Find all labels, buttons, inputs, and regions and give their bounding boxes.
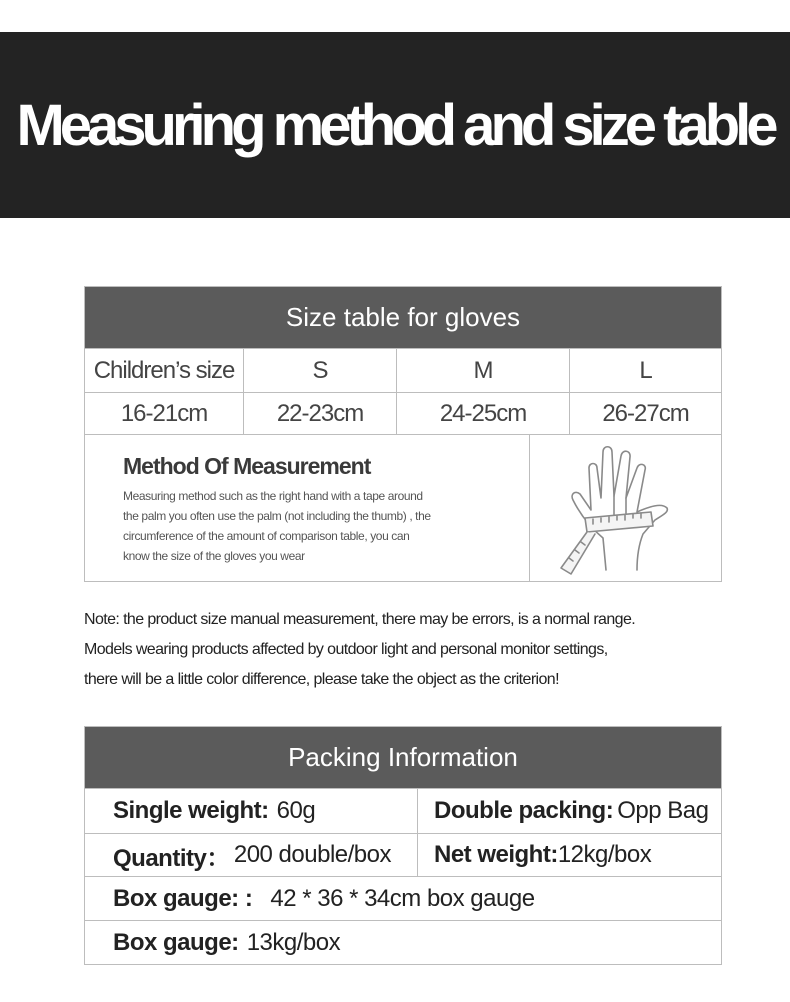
box-gauge-size-label: Box gauge: : xyxy=(113,884,253,912)
size-cell-s: S xyxy=(243,349,396,392)
note-line: Note: the product size manual measurement, there may be errors, is a normal range. xyxy=(84,611,636,628)
size-cell-m: M xyxy=(396,349,569,392)
size-row xyxy=(85,348,721,392)
packing-table xyxy=(84,726,722,965)
single-weight-cell xyxy=(85,789,417,833)
packing-row xyxy=(85,833,721,876)
size-cell-l: L xyxy=(569,349,721,392)
method-description xyxy=(123,486,529,566)
note-line: Models wearing products affected by outdoor light and personal monitor settings, xyxy=(84,641,608,658)
box-gauge-size-cell xyxy=(85,877,721,920)
net-weight-value: 12kg/box xyxy=(557,841,652,868)
title-banner xyxy=(0,32,790,218)
quantity-value: 200 double/box xyxy=(233,841,391,868)
range-cell-children: 16-21cm xyxy=(120,399,208,427)
box-gauge-weight-label: Box gauge: xyxy=(113,929,239,956)
packing-row xyxy=(85,876,721,920)
double-packing-cell xyxy=(417,789,721,833)
single-weight-value: 60g xyxy=(276,797,316,824)
range-row xyxy=(85,392,721,434)
size-cell-children: Children’s size xyxy=(93,356,235,384)
packing-row xyxy=(85,788,721,833)
size-note xyxy=(84,605,744,695)
method-text xyxy=(85,435,529,581)
box-gauge-weight-value: 13kg/box xyxy=(246,929,341,956)
method-line: know the size of the gloves you wear xyxy=(123,549,305,563)
size-table-heading: Size table for gloves xyxy=(85,287,721,348)
net-weight-label: Net weight: xyxy=(434,841,558,868)
size-table xyxy=(84,286,722,582)
packing-row xyxy=(85,920,721,965)
method-line: Measuring method such as the right hand with a tape around xyxy=(123,489,423,503)
note-line: there will be a little color difference, please take the object as the criterion! xyxy=(84,671,559,688)
range-cell-m: 24-25cm xyxy=(396,393,569,434)
range-cell-s: 22-23cm xyxy=(243,393,396,434)
method-line: the palm you often use the palm (not including the thumb) , the xyxy=(123,509,431,523)
page-title: Measuring method and size table xyxy=(16,92,774,158)
single-weight-label: Single weight: xyxy=(113,797,269,824)
quantity-cell xyxy=(85,834,417,876)
quantity-label: Quantity： xyxy=(113,844,230,872)
method-line: circumference of the amount of comparison table, you can xyxy=(123,529,410,543)
double-packing-label: Double packing: xyxy=(434,797,614,824)
box-gauge-size-value: 42 * 36 * 34cm box gauge xyxy=(270,884,535,912)
range-cell-l: 26-27cm xyxy=(569,393,721,434)
hand-measuring-tape-icon xyxy=(529,435,721,581)
method-row xyxy=(85,434,721,581)
net-weight-cell xyxy=(417,834,721,876)
box-gauge-weight-cell xyxy=(85,921,721,965)
method-title: Method Of Measurement xyxy=(123,453,371,479)
packing-heading: Packing Information xyxy=(85,727,721,788)
double-packing-value: Opp Bag xyxy=(617,797,709,824)
